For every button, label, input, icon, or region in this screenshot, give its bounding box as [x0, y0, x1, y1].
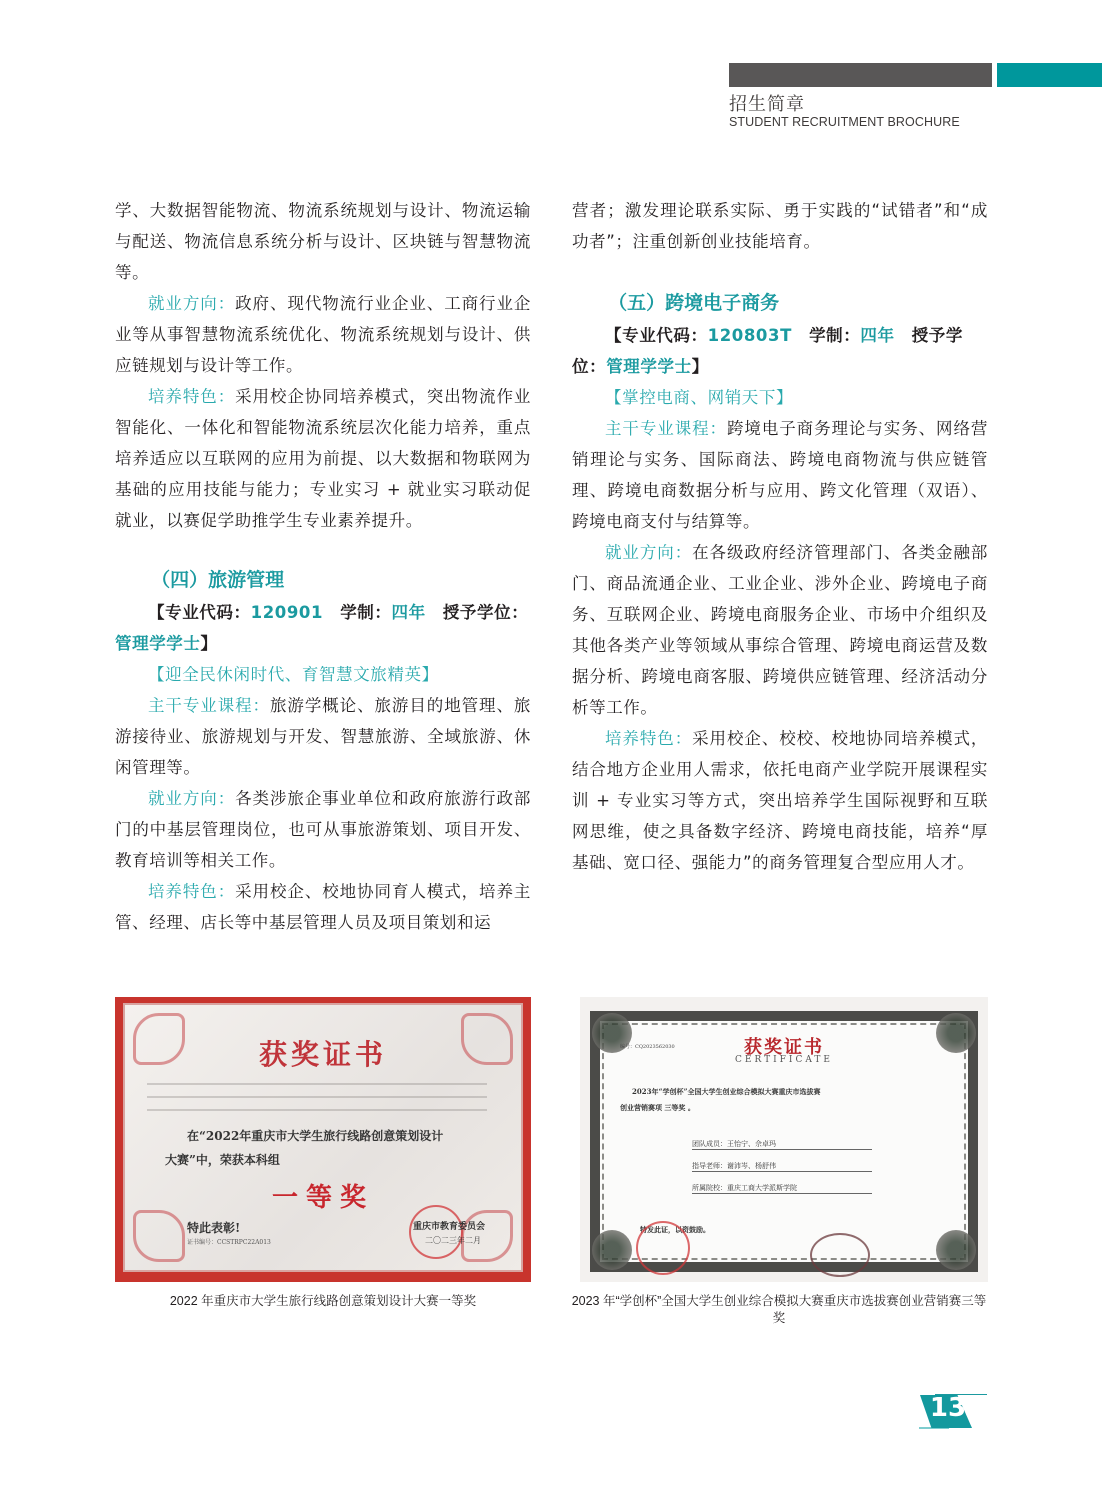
left-column [115, 195, 531, 938]
logistics-employment [115, 288, 531, 381]
paragraph-text: 旅游学概论、旅游目的地管理、旅游接待业、旅游规划与开发、智慧旅游、全域旅游、休闲管理等。 [115, 696, 531, 777]
tourism-courses [115, 690, 531, 783]
major-code: 120901 [250, 603, 324, 622]
certificate-heading: 获奖证书 [744, 1037, 824, 1058]
certificate-caption-2023: 2023 年“学创杯”全国大学生创业综合模拟大赛重庆市选拔赛创业营销赛三等奖 [571, 1294, 987, 1325]
official-seal-icon [409, 1205, 463, 1259]
label: 主干专业课程： [148, 696, 270, 715]
certificate-photo-2022 [115, 997, 531, 1282]
certificate-number: 证书编号：CCSTRPC22A013 [187, 1239, 271, 1246]
certificate-heading: 获奖证书 [258, 1038, 387, 1071]
certificate-body-line1: 在“2022年重庆市大学生旅行线路创意策划设计 [187, 1129, 444, 1143]
degree-value: 管理学学士 [115, 634, 201, 653]
header-gray-bar [729, 63, 992, 87]
floral-corner-icon [133, 1210, 185, 1262]
bracket: 【 [148, 603, 166, 622]
years-label: 学制： [809, 326, 861, 345]
certificate-paper [590, 1011, 978, 1272]
page-number: 13 [929, 1393, 967, 1423]
major-code: 120803T [707, 326, 792, 345]
paragraph-text: 政府、现代物流行业企业、工商行业企业等从事智慧物流系统优化、物流系统规划与设计、供应链规划与设计等工作。 [115, 294, 532, 375]
school-label: 所属院校： [692, 1184, 727, 1192]
paragraph-text: 采用校企协同培养模式，突出物流作业智能化、一体化和智能物流系统层次化能力培养，重点培养适应以互联网的应用为前提、以大数据和物联网为基础的应用技能与能力；专业实习 + 就业实习联动促就业，以赛促学助推学生专业素养提升。 [115, 387, 532, 530]
paragraph-text: 各类涉旅企事业单位和政府旅游行政部门的中基层管理岗位，也可从事旅游策划、项目开发、教育培训等相关工作。 [115, 789, 532, 870]
certificate-body-line1: 2023年“学创杯”全国大学生创业综合模拟大赛重庆市选拔赛 [632, 1087, 821, 1096]
bracket: 【 [605, 326, 623, 345]
official-seal-icon [810, 1233, 870, 1277]
members-label: 团队成员： [692, 1140, 727, 1148]
code-label: 专业代码： [165, 603, 251, 622]
logistics-courses-continued: 学、大数据智能物流、物流系统规划与设计、物流运输与配送、物流信息系统分析与设计、区块链与智慧物流等。 [115, 201, 531, 282]
certificate-body-line2: 大赛”中，荣获本科组 [165, 1153, 280, 1167]
ecommerce-features [572, 723, 988, 878]
label: 培养特色： [148, 882, 236, 901]
label: 主干专业课程： [605, 419, 727, 438]
degree-label: 授予学位： [442, 603, 529, 622]
degree-label: 授予学位： [572, 326, 963, 376]
logistics-features [115, 381, 531, 536]
advisors-value: 谢沛岑、杨舒伟 [727, 1162, 776, 1170]
code-label: 专业代码： [622, 326, 708, 345]
paragraph-text: 在各级政府经济管理部门、各类金融部门、商品流通企业、工业企业、涉外企业、跨境电子商务、互联网企业、跨境电商服务企业、市场中介组织及其他各类产业等领域从事综合管理、跨境电商运营及数据分析、跨境电商客服、跨境供应链管理、经济活动分析等工作。 [572, 543, 989, 717]
advisors [692, 1161, 872, 1172]
school [692, 1183, 872, 1194]
certificate-closing: 特发此证，以资鼓励。 [640, 1225, 710, 1234]
right-column [572, 195, 988, 878]
brochure-title: 招生简章 [729, 94, 805, 115]
certificate-caption-2022: 2022 年重庆市大学生旅行线路创意策划设计大赛一等奖 [169, 1294, 477, 1308]
advisors-label: 指导老师： [692, 1162, 727, 1170]
certificate-closing: 特此表彰! [187, 1221, 241, 1235]
paragraph-text: 采用校企、校校、校地协同培养模式，结合地方企业用人需求，依托电商产业学院开展课程实训 + 专业实习等方式，突出培养学生国际视野和互联网思维，使之具备数字经济、跨境电商技能，培养“厚基础、宽口径、强能力”的商务管理复合型应用人才。 [572, 729, 989, 872]
degree-value: 管理学学士 [606, 357, 692, 376]
years-value: 四年 [391, 603, 426, 622]
label: 就业方向： [148, 789, 236, 808]
bracket: 】 [200, 634, 218, 653]
bracket: 】 [691, 357, 709, 376]
recipient-details [147, 1075, 487, 1111]
certificate-photo-2023 [580, 997, 988, 1282]
certificate-paper [123, 1003, 523, 1272]
paragraph-text: 采用校企、校地协同育人模式，培养主管、经理、店长等中基层管理人员及项目策划和运 [115, 882, 532, 932]
motto-tourism: 【迎全民休闲时代、育智慧文旅精英】 [148, 665, 439, 684]
label: 培养特色： [148, 387, 236, 406]
years-label: 学制： [340, 603, 392, 622]
brochure-subtitle: STUDENT RECRUITMENT BROCHURE [729, 115, 960, 129]
ornament-corner-icon [592, 1230, 632, 1270]
tourism-features [115, 876, 531, 938]
major-meta-tourism [115, 597, 531, 659]
label: 就业方向： [605, 543, 693, 562]
school-value: 重庆工商大学派斯学院 [727, 1184, 797, 1192]
section-title-ecommerce: （五）跨境电子商务 [608, 292, 780, 314]
ornament-corner-icon [936, 1230, 976, 1270]
official-seal-icon [636, 1221, 690, 1275]
tourism-employment [115, 783, 531, 876]
tourism-features-continued: 营者；激发理论联系实际、勇于实践的“试错者”和“成功者”；注重创新创业技能培育。 [572, 201, 988, 251]
section-title-tourism: （四）旅游管理 [151, 569, 285, 591]
certificate-body-line2: 创业营销赛项 三等奖 。 [620, 1103, 695, 1112]
issuer: 重庆市教育委员会 [413, 1222, 486, 1232]
certificate-number: 编号：CQ2023562030 [620, 1044, 675, 1050]
issue-date: 二〇二三年二月 [425, 1236, 481, 1245]
members-value: 王怡宁、佘卓玛 [727, 1140, 776, 1148]
major-meta-ecommerce [572, 320, 988, 382]
ecommerce-employment [572, 537, 988, 723]
award-level: 一等奖 [271, 1183, 374, 1213]
paragraph-text: 跨境电子商务理论与实务、网络营销理论与实务、国际商法、跨境电商物流与供应链管理、跨境电商数据分析与应用、跨文化管理（双语）、跨境电商支付与结算等。 [572, 419, 988, 531]
ecommerce-courses [572, 413, 988, 537]
team-members [692, 1139, 872, 1150]
motto-ecommerce: 【掌控电商、网销天下】 [605, 388, 794, 407]
header-teal-bar [997, 63, 1102, 87]
label: 培养特色： [605, 729, 693, 748]
certificate-heading-en: CERTIFICATE [735, 1055, 833, 1065]
years-value: 四年 [860, 326, 895, 345]
label: 就业方向： [148, 294, 236, 313]
